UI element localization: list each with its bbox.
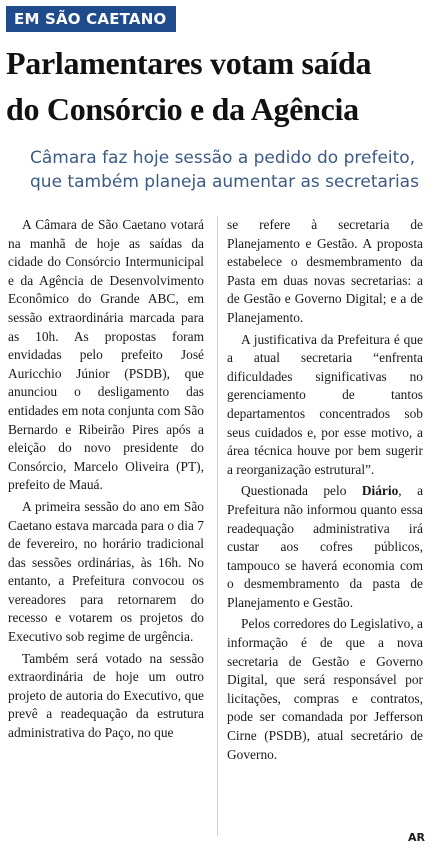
- headline-line-2: do Consórcio e da Agência: [6, 91, 359, 127]
- paragraph: se refere à secretaria de Planejamento e Gestão. A proposta estabelece o desmembramento da Pasta em duas novas secretarias: a de Gestão e Governo Digital; e a de Planejamento.: [227, 217, 423, 325]
- subheadline: [30, 146, 434, 194]
- subheadline-line-1: Câmara faz hoje sessão a pedido do prefeito,: [30, 148, 416, 168]
- author-initials: AR: [408, 831, 425, 844]
- headline-line-1: Parlamentares votam saída: [6, 45, 372, 81]
- paragraph: [227, 482, 423, 612]
- section-kicker: EM SÃO CAETANO: [6, 6, 176, 32]
- paragraph: A justificativa da Prefeitura é que a atual secretaria “enfrenta dificuldades significativas no gerenciamento de tantos departamentos concentrados sob seus cuidados e, por esse motivo, a área técnica houve por bem sugerir a reorganização estrutural”.: [227, 331, 423, 477]
- column-divider: [217, 216, 218, 836]
- article-column-right: [227, 216, 423, 764]
- headline: [6, 40, 434, 132]
- article-column-left: [8, 216, 204, 743]
- paragraph-text: Questionada pelo: [241, 483, 362, 499]
- paragraph: A Câmara de São Caetano votará na manhã de hoje as saídas da cidade do Consórcio Intermunicipal e da Agência de Desenvolvimento Econômico do Grande ABC, em sessão extraordinária marcada para as 10h. As propostas foram envidadas pelo prefeito José Auricchio Júnior (PSDB), que anunciou o desligamento das entidades em nota conjunta com São Bernardo e Ribeirão Pires após a eleição do novo presidente do Consórcio, Marcelo Oliveira (PT), prefeito de Mauá.: [8, 217, 204, 493]
- paragraph: Pelos corredores do Legislativo, a informação é de que a nova secretaria de Gestão e Governo Digital, que será responsável por licitações, compras e contratos, pode ser comandada por Jefferson Cirne (PSDB), atual secretário de Governo.: [227, 616, 423, 762]
- paragraph: A primeira sessão do ano em São Caetano estava marcada para o dia 7 de fevereiro, no horário tradicional das sessões ordinárias, às 16h. No entanto, a Prefeitura convocou os vereadores para retornarem do recesso e votarem os projetos do Executivo sob regime de urgência.: [8, 498, 204, 645]
- newspaper-name: Diário: [361, 483, 399, 499]
- paragraph: Também será votado na sessão extraordinária de hoje um outro projeto de autoria do Executivo, que prevê a readequação da estrutura administrativa do Paço, no que: [8, 650, 204, 741]
- subheadline-line-2: que também planeja aumentar as secretarias: [30, 172, 419, 192]
- paragraph-text: , a Prefeitura não informou quanto essa readequação administrativa irá custar aos cofres públicos, tampouco se haverá economia com o desmembramento da pasta de Planejamento e Gestão.: [227, 483, 424, 610]
